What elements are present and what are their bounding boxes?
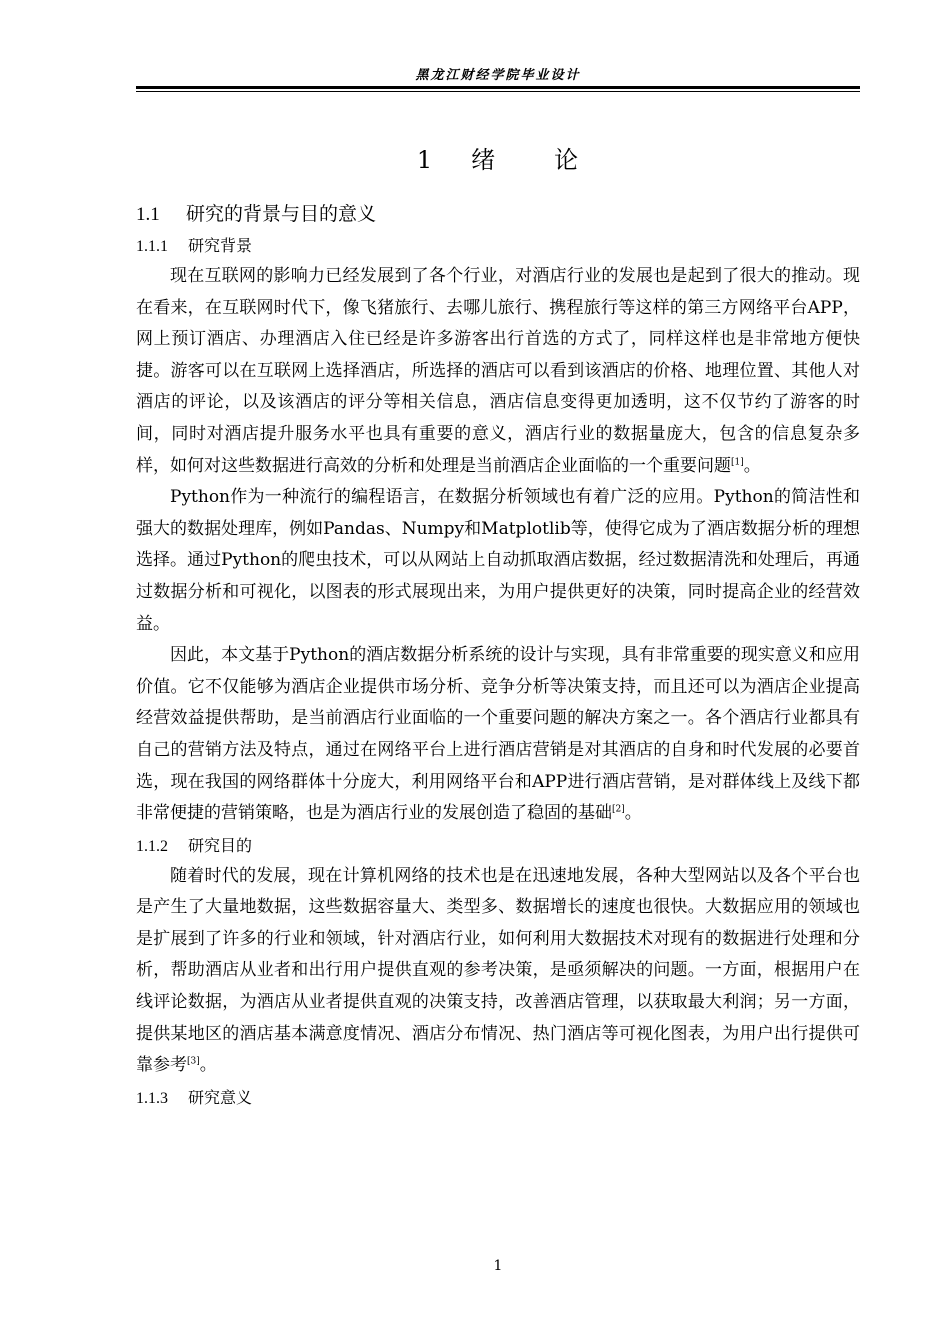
paragraph-text: 随着时代的发展，现在计算机网络的技术也是在迅速地发展，各种大型网站以及各个平台也是产生了大量地数据，这些数据容量大、类型多、数据增长的速度也很快。大数据应用的领域也是扩展到了许多的行业和领域，针对酒店行业，如何利用大数据技术对现有的数据进行处理和分析，帮助酒店从业者和出行用户提供直观的参考决策，是亟须解决的问题。一方面，根据用户在线评论数据，为酒店从业者提供直观的决策支持，改善酒店管理，以获取最大利润；另一方面，提供某地区的酒店基本满意度情况、酒店分布情况、热门酒店等可视化图表，为用户出行提供可靠参考 bbox=[136, 865, 860, 1076]
citation-ref: [1] bbox=[731, 456, 744, 467]
section-title: 研究意义 bbox=[188, 1087, 253, 1107]
chapter-title bbox=[136, 140, 860, 175]
page-body bbox=[136, 198, 860, 1113]
section-title: 研究的背景与目的意义 bbox=[186, 203, 377, 225]
paragraph-end: 。 bbox=[743, 455, 761, 476]
section-number: 1.1 bbox=[136, 204, 160, 225]
section-number: 1.1.2 bbox=[136, 837, 168, 855]
paragraph-text: 因此，本文基于Python的酒店数据分析系统的设计与实现，具有非常重要的现实意义和应用价值。它不仅能够为酒店企业提供市场分析、竞争分析等决策支持，而且还可以为酒店企业提高经营效益提供帮助，是当前酒店行业面临的一个重要问题的解决方案之一。各个酒店行业都具有自己的营销方法及特点，通过在网络平台上进行酒店营销是对其酒店的自身和时代发展的必要首选，现在我国的网络群体十分庞大，利用网络平台和APP进行酒店营销，是对群体线上及线下都非常便捷的营销策略，也是为酒店行业的发展创造了稳固的基础 bbox=[136, 645, 860, 824]
section-title: 研究背景 bbox=[188, 236, 253, 255]
section-heading-1-1-1 bbox=[136, 230, 860, 261]
citation-ref: [3] bbox=[187, 1056, 200, 1067]
section-number: 1.1.1 bbox=[136, 238, 168, 255]
section-heading-1-1-2 bbox=[136, 830, 860, 861]
section-number: 1.1.3 bbox=[136, 1089, 168, 1107]
header-rule bbox=[136, 86, 860, 92]
page-header: 黑龙江财经学院毕业设计 bbox=[415, 68, 581, 83]
page-number: 1 bbox=[493, 1258, 503, 1274]
section-heading-1-1 bbox=[136, 198, 860, 230]
citation-ref: [2] bbox=[612, 804, 625, 815]
section-heading-1-1-3 bbox=[136, 1082, 860, 1113]
paragraph-purpose bbox=[136, 861, 860, 1082]
paragraph-end: 。 bbox=[624, 803, 642, 824]
chapter-title-char-1: 绪 bbox=[471, 146, 497, 174]
paragraph-text: 现在互联网的影响力已经发展到了各个行业，对酒店行业的发展也是起到了很大的推动。现在看来，在互联网时代下，像飞猪旅行、去哪儿旅行、携程旅行等这样的第三方网络平台APP，网上预订酒店、办理酒店入住已经是许多游客出行首选的方式了，同样这样也是非常地方便快捷。游客可以在互联网上选择酒店，所选择的酒店可以看到该酒店的价格、地理位置、其他人对酒店的评论，以及该酒店的评分等相关信息，酒店信息变得更加透明，这不仅节约了游客的时间，同时对酒店提升服务水平也具有重要的意义，酒店行业的数据量庞大，包含的信息复杂多样，如何对这些数据进行高效的分析和处理是当前酒店企业面临的一个重要问题 bbox=[136, 266, 860, 476]
paragraph-end: 。 bbox=[199, 1055, 217, 1076]
paragraph-background-1 bbox=[136, 261, 860, 482]
chapter-title-char-2: 论 bbox=[554, 146, 580, 174]
paragraph-background-3 bbox=[136, 640, 860, 830]
section-title: 研究目的 bbox=[188, 835, 253, 855]
paragraph-background-2: Python作为一种流行的编程语言，在数据分析领域也有着广泛的应用。Python的简洁性和强大的数据处理库，例如Pandas、Numpy和Matplotlib等，使得它成为了酒店数据分析的理想选择。通过Python的爬虫技术，可以从网站上自动抓取酒店数据，经过数据清洗和处理后，再通过数据分析和可视化，以图表的形式展现出来，为用户提供更好的决策，同时提高企业的经营效益。 bbox=[136, 487, 860, 634]
chapter-number: 1 bbox=[416, 146, 434, 174]
